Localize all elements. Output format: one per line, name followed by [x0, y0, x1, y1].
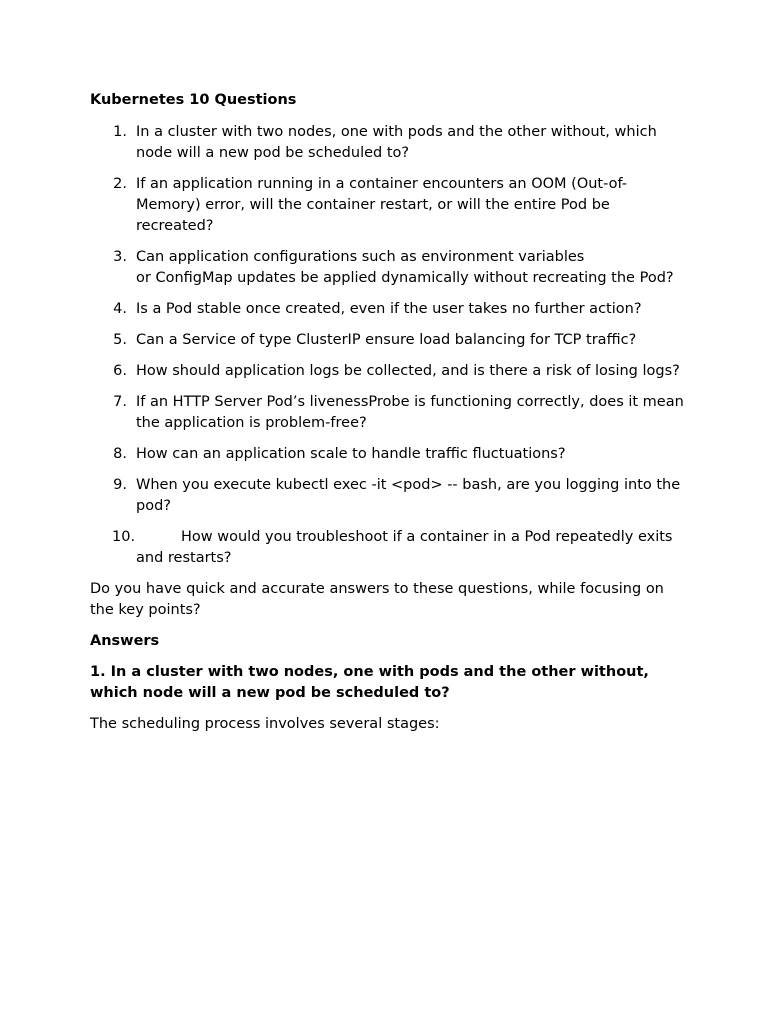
question-item-9 — [90, 475, 690, 517]
question-text-rest: or ConfigMap updates be applied dynamically without recreating the Pod? — [136, 270, 674, 286]
question-item-10 — [90, 527, 690, 569]
question-item-7 — [90, 392, 690, 434]
question-item-1 — [90, 122, 690, 164]
question-text: How would you troubleshoot if a container in a Pod repeatedly exits and restarts? — [136, 529, 673, 566]
question-item-6 — [90, 361, 690, 382]
question-number: 2. — [113, 176, 127, 192]
answer-1-heading: 1. In a cluster with two nodes, one with pods and the other without, which node will a new pod be scheduled to? — [90, 664, 649, 701]
question-item-4 — [90, 299, 690, 320]
question-text-line1: Can application configurations such as environment variables — [136, 249, 585, 265]
question-number: 9. — [113, 477, 127, 493]
question-text: Is a Pod stable once created, even if the user takes no further action? — [136, 301, 642, 317]
question-text: In a cluster with two nodes, one with pods and the other without, which node will a new pod be scheduled to? — [136, 124, 657, 161]
question-number: 3. — [113, 249, 127, 265]
question-number: 8. — [113, 446, 127, 462]
question-text: If an HTTP Server Pod’s livenessProbe is functioning correctly, does it mean the application is problem-free? — [136, 394, 684, 431]
question-text: If an application running in a container encounters an OOM (Out-of-Memory) error, will the container restart, or will the entire Pod be recreated? — [136, 176, 628, 234]
question-number: 5. — [113, 332, 127, 348]
question-number: 1. — [113, 124, 127, 140]
question-number: 4. — [113, 301, 127, 317]
question-number: 10. — [112, 529, 136, 545]
question-text: Can a Service of type ClusterIP ensure load balancing for TCP traffic? — [136, 332, 637, 348]
question-text: How should application logs be collected, and is there a risk of losing logs? — [136, 363, 680, 379]
question-item-2 — [90, 174, 690, 237]
document-title: Kubernetes 10 Questions — [90, 92, 297, 108]
question-text: How can an application scale to handle traffic fluctuations? — [136, 446, 566, 462]
question-item-8 — [90, 444, 690, 465]
question-item-5 — [90, 330, 690, 351]
document-body — [90, 90, 690, 745]
answers-heading: Answers — [90, 633, 160, 649]
closing-question: Do you have quick and accurate answers to these questions, while focusing on the key points? — [90, 581, 664, 618]
question-number: 6. — [113, 363, 127, 379]
question-item-3 — [90, 247, 690, 289]
question-number: 7. — [113, 394, 127, 410]
question-text: When you execute kubectl exec -it <pod> -- bash, are you logging into the pod? — [136, 477, 681, 514]
answer-1-intro: The scheduling process involves several stages: — [90, 716, 440, 732]
question-list — [90, 122, 690, 569]
